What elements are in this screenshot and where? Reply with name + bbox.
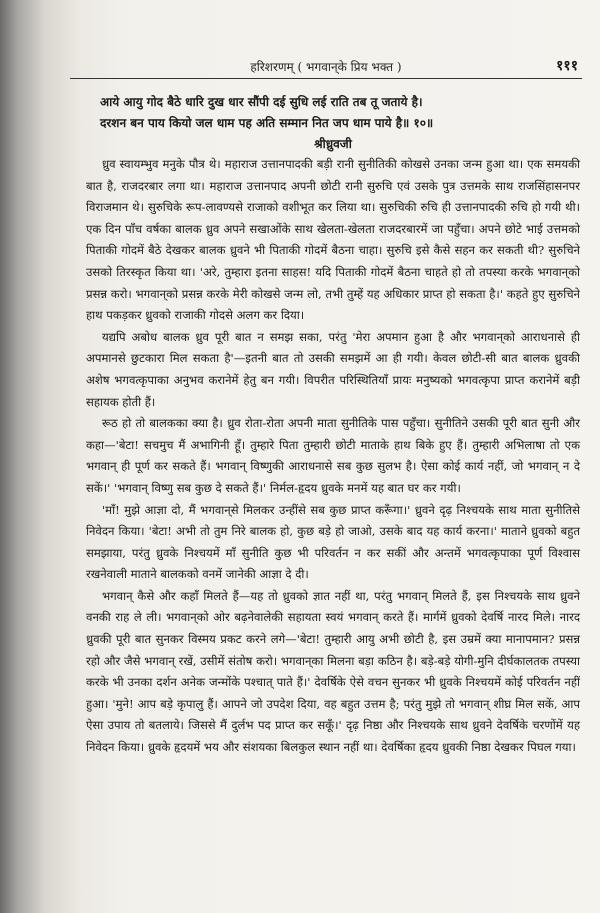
- paragraph-4: 'माँ! मुझे आज्ञा दो, मैं भगवान्‌से मिलकर उन्हींसे सब कुछ प्राप्त करूँगा।' ध्रुवने दृढ़ निश्चयके साथ माता सुनीतिसे निवेदन किया। 'बेटा! अभी तो तुम निरे बालक हो, कुछ बड़े हो जाओ, उसके बाद यह कार्य करना।' माताने ध्रुवको बहुत समझाया, परंतु ध्रुवके निश्चयमें माँ सुनीति कुछ भी परिवर्तन न कर सकीं और अन्तमें भगवत्कृपाका पूर्ण विश्वास रखनेवाली माताने बालकको वनमें जानेकी आज्ञा दे दी।: [86, 502, 580, 582]
- section-title: श्रीध्रुवजी: [314, 137, 352, 151]
- running-head: हरिशरणम् ( भगवान्‌के प्रिय भक्त ): [250, 60, 402, 74]
- page-header: [70, 56, 582, 79]
- verse-line-1: आये आयु गोद बैठे धारि दुख धार सौंपी दई सुधि लई राति तब तू जताये है।: [100, 95, 423, 109]
- page-content: [86, 92, 580, 759]
- paragraph-1: ध्रुव स्वायम्भुव मनुके पौत्र थे। महाराज उत्तानपादकी बड़ी रानी सुनीतिकी कोखसे उनका जन्म हुआ था। एक समयकी बात है, राजदरबार लगा था। महाराज उत्तानपाद अपनी छोटी रानी सुरुचि एवं उसके पुत्र उत्तमके साथ राजसिंहासनपर विराजमान थे। सुरुचिके रूप-लावण्यसे राजाको वशीभूत कर लिया था। सुरुचिकी रुचि ही उत्तानपादकी रुचि हो गयी थी। एक दिन पाँच वर्षका बालक ध्रुव अपने सखाओंके साथ खेलता-खेलता राजदरबारमें जा पहुँचा। अपने छोटे भाई उत्तमको पिताकी गोदमें बैठे देखकर बालक ध्रुवने भी पिताकी गोदमें बैठना चाहा। सुरुचि इसे कैसे सहन कर सकती थी? सुरुचिने उसको तिरस्कृत किया था। 'अरे, तुम्हारा इतना साहस! यदि पिताकी गोदमें बैठना चाहते हो तो तपस्या करके भगवान्‌को प्रसन्न करो। भगवान्‌को प्रसन्न करके मेरी कोखसे जन्म लो, तभी तुम्हें यह अधिकार प्राप्त हो सकता है।' कहते हुए सुरुचिने हाथ पकड़कर ध्रुवको राजाकी गोदसे अलग कर दिया।: [86, 157, 580, 323]
- paragraph-3: रूठ हो तो बालकका क्या है। ध्रुव रोता-रोता अपनी माता सुनीतिके पास पहुँचा। सुनीतिने उसकी पूरी बात सुनी और कहा—'बेटा! सचमुच मैं अभागिनी हूँ। तुम्हारे पिता तुम्हारी छोटी माताके हाथ बिके हुए हैं। तुम्हारी अभिलाषा तो एक भगवान् ही पूर्ण कर सकते हैं। भगवान् विष्णुकी आराधनासे सब कुछ सुलभ है। ऐसा कोई कार्य नहीं, जो भगवान् न दे सकें।' 'भगवान् विष्णु सब कुछ दे सकते हैं।' निर्मल-हृदय ध्रुवके मनमें यह बात घर कर गयी।: [86, 416, 580, 495]
- page-number: १११: [556, 58, 578, 74]
- paragraph-2: यद्यपि अबोध बालक ध्रुव पूरी बात न समझ सका, परंतु 'मेरा अपमान हुआ है और भगवान्‌को आराधनासे ही अपमानसे छुटकारा मिल सकता है'—इतनी बात तो उसकी समझमें आ ही गयी। केवल छोटी-सी बात बालक ध्रुवकी अशेष भगवत्कृपाका अनुभव करानेमें हेतु बन गयी। विपरीत परिस्थितियाँ प्रायः मनुष्यको भगवत्कृपा प्राप्त करानेमें बड़ी सहायक होती हैं।: [86, 329, 580, 409]
- paragraph-5: भगवान् कैसे और कहाँ मिलते हैं—यह तो ध्रुवको ज्ञात नहीं था, परंतु भगवान् मिलते हैं, इस निश्चयके साथ ध्रुवने वनकी राह ले ली। भगवान्‌को ओर बढ़नेवालेकी सहायता स्वयं भगवान् करते हैं। मार्गमें ध्रुवको देवर्षि नारद मिले। नारद ध्रुवकी पूरी बात सुनकर विस्मय प्रकट करने लगे—'बेटा! तुम्हारी आयु अभी छोटी है, इस उम्रमें क्या मानापमान? प्रसन्न रहो और जैसे भगवान् रखें, उसीमें संतोष करो। भगवान्‌का मिलना बड़ा कठिन है। बड़े-बड़े योगी-मुनि दीर्घकालतक तपस्या करके भी उनका दर्शन अनेक जन्मोंके पश्चात् पाते हैं।' देवर्षिके ऐसे वचन सुनकर भी ध्रुवके निश्चयमें कोई परिवर्तन नहीं हुआ। 'मुने! आप बड़े कृपालु हैं। आपने जो उपदेश दिया, वह बहुत उत्तम है; परंतु मुझे तो भगवान् शीघ्र मिल सकें, आप ऐसा उपाय तो बतलाये। जिससे मैं दुर्लभ पद प्राप्त कर सकूँ।' दृढ़ निष्ठा और निश्चयके साथ ध्रुवने देवर्षिके चरणोंमें यह निवेदन किया। ध्रुवके हृदयमें भय और संशयका बिलकुल स्थान नहीं था। देवर्षिका हृदय ध्रुवकी निष्ठा देखकर पिघल गया।: [86, 588, 580, 755]
- verse-line-2: दरशन बन पाय कियो जल धाम पह अति सम्मान नित जप धाम पाये है॥ १०॥: [100, 116, 434, 130]
